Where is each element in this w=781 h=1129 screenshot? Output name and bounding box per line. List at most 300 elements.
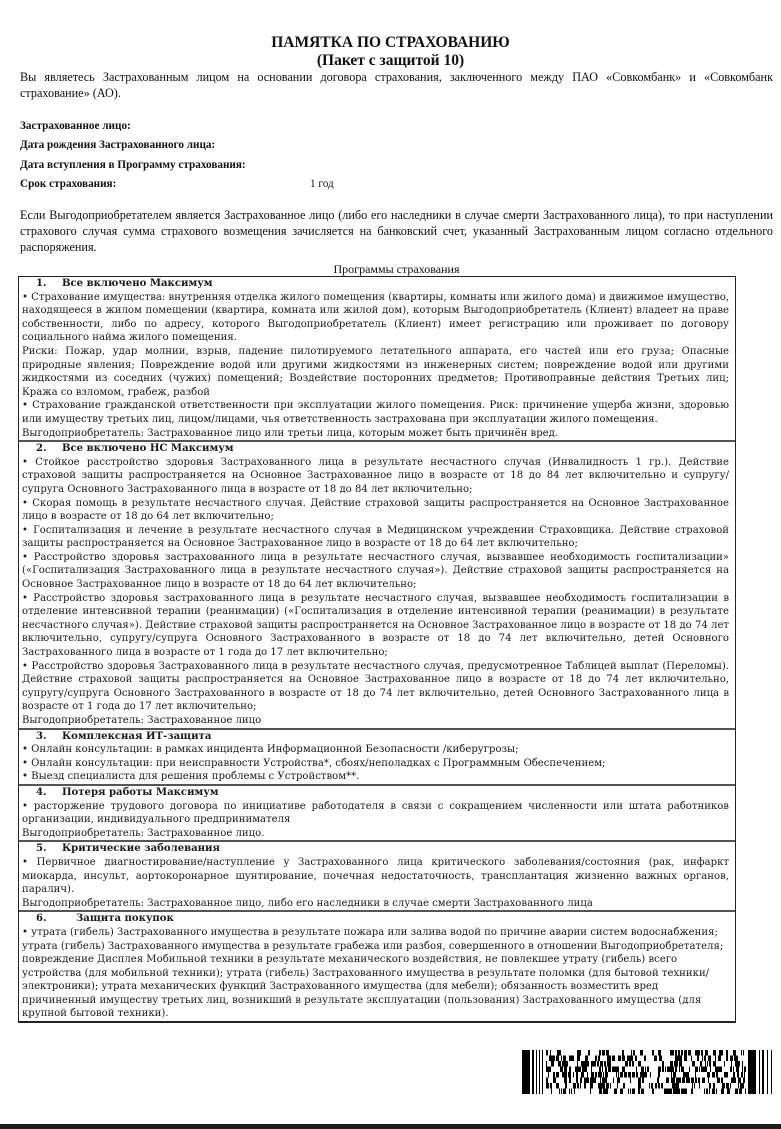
program-line: • Скорая помощь в результате несчастного случая. Действие страховой защиты распространяется на Основное Застрахованное лицо в возрасте от 18 до 64 лет включительно; [22,497,729,523]
barcode-module [649,1083,650,1089]
barcode-module [767,1050,768,1094]
barcode-module [740,1083,743,1089]
barcode-module [651,1083,653,1089]
barcode-module [584,1078,586,1084]
barcode-module [652,1089,654,1095]
barcode-module [759,1050,760,1094]
barcode-module [739,1089,742,1095]
barcode-module [546,1078,548,1084]
barcode-module [662,1067,664,1073]
barcode-module [733,1050,736,1056]
barcode-module [591,1061,593,1067]
barcode-module [694,1083,695,1089]
barcode-module [762,1050,764,1094]
barcode-module [628,1089,629,1095]
barcode-module [632,1061,633,1067]
barcode-module [607,1061,610,1067]
barcode-module [664,1089,667,1095]
barcode-module [718,1056,719,1062]
barcode-module [710,1067,711,1073]
barcode-module [721,1089,724,1095]
program-heading [22,786,729,800]
barcode-module [706,1089,708,1095]
barcode-module [569,1067,571,1073]
barcode-module [620,1089,623,1095]
barcode-module [646,1072,647,1078]
barcode-module [737,1056,738,1062]
barcode-module [676,1083,677,1089]
barcode-module [569,1089,570,1095]
barcode-module [686,1072,689,1078]
barcode-module [562,1072,564,1078]
barcode-module [708,1078,709,1084]
barcode-module [704,1056,706,1062]
barcode-module [599,1089,602,1095]
barcode-module [665,1067,666,1073]
barcode-module [691,1078,694,1084]
barcode-module [560,1050,561,1056]
barcode-module [698,1078,700,1084]
programs-table [18,276,736,1023]
program-heading [22,442,729,456]
barcode-module [552,1056,555,1062]
barcode-module [580,1083,581,1089]
barcode-module [551,1061,554,1067]
program-line: • Госпитализация и лечение в результате несчастного случая в Медицинском учреждении Страховщика. Действие страховой защиты распространяется на Основное Застрахованное лицо в возрасте от 18 до 64 лет включительно; [22,524,729,550]
barcode-module [590,1083,593,1089]
barcode-module [574,1089,575,1095]
barcode-module [600,1050,601,1056]
barcode-module [630,1056,633,1062]
barcode-module [577,1056,580,1062]
barcode-module [569,1056,572,1062]
barcode-module [624,1072,627,1078]
barcode-module [713,1061,714,1067]
barcode-module [607,1056,609,1062]
barcode-module [673,1067,674,1073]
barcode-module [681,1089,684,1095]
barcode-module [559,1089,560,1095]
barcode-module [573,1083,576,1089]
bottom-divider [0,1124,781,1129]
field-label: Дата рождения Застрахованного лица: [20,139,216,151]
barcode-module [700,1061,702,1067]
program-heading [22,730,729,744]
barcode-module [667,1067,670,1073]
barcode-module [606,1083,609,1089]
barcode-module [678,1050,680,1056]
barcode-module [713,1050,716,1056]
program-number: 1. [36,278,47,289]
barcode-module [644,1056,646,1062]
beneficiary-paragraph: Если Выгодоприобретателем является Застрахованное лицо (либо его наследники в случае смерти Застрахованного лица), то при наступлении страхового случая сумма страхового возмещения зачисляется на банковский счет, указанный Застрахованным лицом согласно отдельного распоряжения. [20,208,773,254]
barcode-module [681,1050,683,1056]
barcode-module [597,1061,599,1067]
barcode-module [719,1050,720,1056]
program-number: 2. [36,443,47,455]
barcode-module [689,1067,690,1073]
barcode-module [539,1050,540,1094]
field-birth-date [20,138,215,152]
barcode-module [691,1056,692,1062]
barcode-module [563,1056,566,1062]
barcode-module [620,1072,623,1078]
barcode-module [743,1078,745,1084]
barcode-module [675,1067,677,1073]
barcode-module [602,1083,605,1089]
barcode-module [707,1072,710,1078]
barcode-module [653,1050,654,1056]
barcode-module [550,1050,551,1056]
barcode-module [676,1056,679,1062]
barcode-module [650,1072,651,1078]
field-insured-person [20,119,131,133]
barcode-module [594,1078,596,1084]
barcode-module [641,1067,644,1073]
barcode-module [661,1083,663,1089]
barcode-module [674,1089,677,1095]
barcode-module [686,1078,689,1084]
barcode-module [605,1067,607,1073]
barcode-module [612,1056,615,1062]
program-section [19,784,735,840]
barcode-module [673,1078,675,1084]
program-number: 4. [36,786,47,798]
barcode-module [658,1050,661,1056]
program-name: Потеря работы Максимум [62,786,219,798]
barcode-module [733,1072,735,1078]
program-line: Выгодоприобретатель: Застрахованное лицо или третьи лица, которым может быть причинён вред. [22,427,559,439]
barcode-module [584,1083,586,1089]
barcode-module [610,1083,611,1089]
program-line: • Расстройство здоровья застрахованного лица в результате несчастного случая, вызвавшее необходимость госпитализации» («Госпитализация Застрахованного лица в результате несчастного случая»). Действие страховой защиты распространяется на Основное Застрахованное лицо в возрасте от 18 до 64 лет включительно; [22,551,729,591]
barcode-module [572,1056,574,1062]
barcode-module [633,1050,635,1056]
barcode-module [744,1072,745,1078]
field-label: Срок страхования: [20,178,117,190]
barcode-module [662,1061,664,1067]
barcode-module [562,1061,565,1067]
barcode-module [590,1089,591,1095]
barcode-module [556,1056,559,1062]
barcode-module [635,1056,637,1062]
barcode-module [602,1050,605,1056]
program-section [19,910,735,1021]
barcode-module [679,1067,680,1073]
barcode-module [724,1072,727,1078]
barcode-module [712,1089,715,1095]
barcode-module [699,1083,700,1089]
barcode-module [695,1072,696,1078]
program-line: • Расстройство здоровья застрахованного лица в результате несчастного случая, вызвавшее необходимость госпитализации в отделение интенсивной терапии (реанимации) («Госпитализация в отделение интенсивной терапии (реанимации) в результате несчастного случая»). Действие страховой защиты распространяется на Основное Застрахованное лицо в возрасте от 18 до 74 лет включительно, супругу/супруга Основного Застрахованного в возрасте от 18 до 74 лет включительно, детей Основного Застрахованного лица в возрасте от 1 года до 17 лет включительно; [22,592,729,659]
barcode-module [640,1072,642,1078]
barcode-module [591,1067,592,1073]
program-line: • расторжение трудового договора по инициативе работодателя в связи с сокращением численности или штата работников организации, индивидуального предпринимателя [22,800,729,826]
barcode-module [705,1061,706,1067]
pdf417-barcode-icon [522,1050,774,1094]
barcode-module [577,1083,579,1089]
barcode-module [704,1067,707,1073]
barcode-module [734,1078,736,1084]
program-line: Выгодоприобретатель: Застрахованное лицо, либо его наследники в случае смерти Застрахованного лица [22,897,593,909]
barcode-module [546,1061,547,1067]
barcode-module [630,1089,631,1095]
barcode-module [654,1056,655,1062]
barcode-module [667,1089,669,1095]
barcode-module [732,1078,734,1084]
barcode-module [581,1061,584,1067]
barcode-module [603,1072,604,1078]
barcode-module [647,1067,649,1073]
barcode-module [600,1083,602,1089]
barcode-module [716,1072,718,1078]
barcode-module [692,1089,693,1095]
barcode-module [638,1083,641,1089]
barcode-module [658,1067,661,1073]
barcode-module [748,1050,756,1094]
barcode-module [652,1050,653,1056]
program-name: Все включено НС Максимум [62,443,234,455]
barcode-module [578,1050,581,1056]
barcode-module [569,1078,571,1084]
barcode-module [551,1089,552,1095]
barcode-module [577,1050,578,1056]
barcode-module [672,1083,675,1089]
barcode-module [617,1078,620,1084]
barcode-module [724,1061,725,1067]
barcode-module [586,1061,589,1067]
barcode-module [582,1067,583,1073]
barcode-module [669,1089,672,1095]
barcode-module [703,1078,705,1084]
barcode-module [571,1089,572,1095]
barcode-module [720,1067,722,1073]
program-number: 5. [36,843,47,855]
barcode-module [658,1072,660,1078]
barcode-module [615,1067,617,1073]
barcode-module [604,1078,607,1084]
barcode-module [674,1061,675,1067]
program-line: Риски: Пожар, удар молнии, взрыв, падение пилотируемого летательного аппарата, его частей или его груза; Опасные природные явления; Повреждение водой или другими жидкостями из инженерных систем; повреждение водой или другими жидкостями из соседних (чужих) помещений; Воздействие посторонних предметов; Противоправные действия Третьих лиц; Кража со взломом, грабеж, разбой [22,345,729,398]
program-line: Выгодоприобретатель: Застрахованное лицо [22,715,262,726]
barcode-module [701,1067,704,1073]
barcode-module [671,1078,673,1084]
barcode-module [622,1067,625,1073]
barcode-module [738,1083,739,1089]
field-term [20,177,116,191]
barcode-module [565,1083,567,1089]
barcode-module [629,1061,631,1067]
barcode-module [631,1050,632,1056]
barcode-module [549,1056,552,1062]
barcode-module [658,1083,660,1089]
barcode-module [642,1078,644,1084]
barcode-module [713,1083,715,1089]
barcode-module [553,1078,556,1084]
barcode-module [712,1072,715,1078]
barcode-module [698,1056,699,1062]
barcode-module [618,1072,619,1078]
barcode-module [695,1050,697,1056]
program-heading [22,912,729,926]
barcode-module [702,1056,703,1062]
barcode-module [566,1067,567,1073]
barcode-module [600,1078,601,1084]
barcode-module [613,1078,614,1084]
barcode-module [673,1050,674,1056]
barcode-module [641,1089,644,1095]
barcode-module [681,1067,684,1073]
barcode-module [704,1089,705,1095]
barcode-module [636,1072,637,1078]
barcode-module [735,1089,738,1095]
barcode-module [655,1056,657,1062]
barcode-module [709,1083,711,1089]
barcode-module [709,1061,711,1067]
barcode-module [602,1078,604,1084]
barcode-module [630,1078,631,1084]
barcode-module [642,1072,643,1078]
barcode-module [705,1050,708,1056]
barcode-module [605,1089,608,1095]
program-section [19,728,735,784]
barcode-module [717,1067,720,1073]
barcode-module [579,1067,581,1073]
field-entry-date [20,158,246,172]
program-line: • утрата (гибель) Застрахованного имущества в результате пожара или залива водой по причине аварии систем водоснабжения; утрата (гибель) Застрахованного имущества в результате грабежа или разбоя, совершенного в отношении Выгодоприобретателя; повреждение Дисплея Мобильной техники в результате механического воздействия, не повлекшее утрату (гибель) всего устройства (для мобильной техники); утрата (гибель) Застрахованного имущества в результате поломки (для бытовой техники/электроники); утрата механических функций Застрахованного имущества (для мебели); обязанность возместить вред причиненный имуществу третьих лиц, возникший в результате эксплуатации (пользования) Застрахованного имущества (для крупной бытовой техники). [22,926,724,1020]
barcode-module [743,1083,744,1089]
barcode-module [731,1078,732,1084]
barcode-module [731,1061,732,1067]
barcode-module [715,1067,717,1073]
barcode-module [726,1050,728,1056]
barcode-module [707,1061,708,1067]
barcode-module [658,1078,659,1084]
barcode-module [565,1061,568,1067]
barcode-module [553,1072,555,1078]
barcode-module [602,1067,603,1073]
barcode-module [697,1050,700,1056]
barcode-module [684,1050,687,1056]
barcode-module [670,1061,673,1067]
barcode-module [741,1072,743,1078]
barcode-module [603,1089,605,1095]
barcode-module [689,1078,690,1084]
program-section [19,440,735,727]
barcode-module [612,1067,615,1073]
barcode-module [536,1050,537,1094]
barcode-module [583,1067,584,1073]
barcode-module [721,1078,723,1084]
barcode-module [532,1050,534,1094]
barcode-module [708,1056,711,1062]
barcode-module [716,1089,717,1095]
program-name: Защита покупок [76,913,174,925]
barcode-module [585,1056,588,1062]
barcode-module [673,1089,674,1095]
barcode-module [581,1072,584,1078]
barcode-module [675,1061,678,1067]
barcode-module [548,1067,551,1073]
barcode-module [599,1067,601,1073]
barcode-module [609,1056,610,1062]
program-line: • Страхование имущества: внутренняя отделка жилого помещения (квартиры, комнаты или жилого дома) и движимое имущество, находящееся в жилом помещении (квартира, комната или жилой дом), которым Выгодоприобретатель (Клиент) владеет на праве собственности, либо по адресу, которого Выгодоприобретатель (Клиент) имеет регистрацию или проживает по договору социального найма жилого помещения. [22,291,729,344]
barcode-module [550,1083,552,1089]
barcode-module [638,1061,641,1067]
barcode-module [714,1061,716,1067]
barcode-module [730,1056,733,1062]
barcode-module [640,1050,643,1056]
barcode-module [671,1072,672,1078]
barcode-module [557,1050,558,1056]
barcode-module [622,1050,624,1056]
barcode-module [771,1050,772,1094]
barcode-module [610,1056,611,1062]
barcode-module [595,1056,597,1062]
barcode-module [742,1067,743,1073]
barcode-module [625,1061,628,1067]
program-name: Критические заболевания [62,843,221,855]
barcode-module [688,1050,691,1056]
barcode-module [679,1061,682,1067]
barcode-module [741,1050,742,1056]
barcode-module [599,1072,602,1078]
barcode-module [558,1061,561,1067]
barcode-module [628,1072,631,1078]
barcode-module [590,1078,592,1084]
barcode-module [735,1061,738,1067]
barcode-module [677,1083,679,1089]
barcode-module [697,1056,698,1062]
barcode-module [598,1072,599,1078]
barcode-module [743,1050,744,1056]
barcode-module [614,1089,617,1095]
barcode-module [593,1061,596,1067]
barcode-module [556,1083,559,1089]
barcode-module [666,1078,669,1084]
barcode-module [692,1061,695,1067]
barcode-module [573,1072,574,1078]
barcode-module [599,1050,600,1056]
barcode-module [670,1067,673,1073]
document-subtitle: (Пакет с защитой 10) [316,52,465,69]
barcode-module [717,1078,719,1084]
program-line: • Онлайн консультации: при неисправности Устройства*, сбоях/неполадках с Программным Обеспечением; [22,757,606,769]
barcode-module [643,1072,646,1078]
barcode-module [737,1072,739,1078]
barcode-module [637,1072,638,1078]
barcode-module [561,1056,562,1062]
barcode-module [608,1067,611,1073]
barcode-module [577,1067,579,1073]
barcode-module [623,1083,625,1089]
barcode-module [546,1083,549,1089]
barcode-module [673,1072,676,1078]
barcode-module [546,1050,548,1056]
program-number: 3. [36,730,47,742]
barcode-module [670,1050,673,1056]
barcode-module [576,1078,578,1084]
barcode-module [560,1067,563,1073]
barcode-module [695,1067,698,1073]
barcode-module [564,1072,567,1078]
barcode-module [692,1083,693,1089]
barcode-module [618,1056,621,1062]
barcode-module [591,1072,594,1078]
barcode-module [632,1089,634,1095]
barcode-module [587,1072,588,1078]
barcode-module [730,1083,731,1089]
